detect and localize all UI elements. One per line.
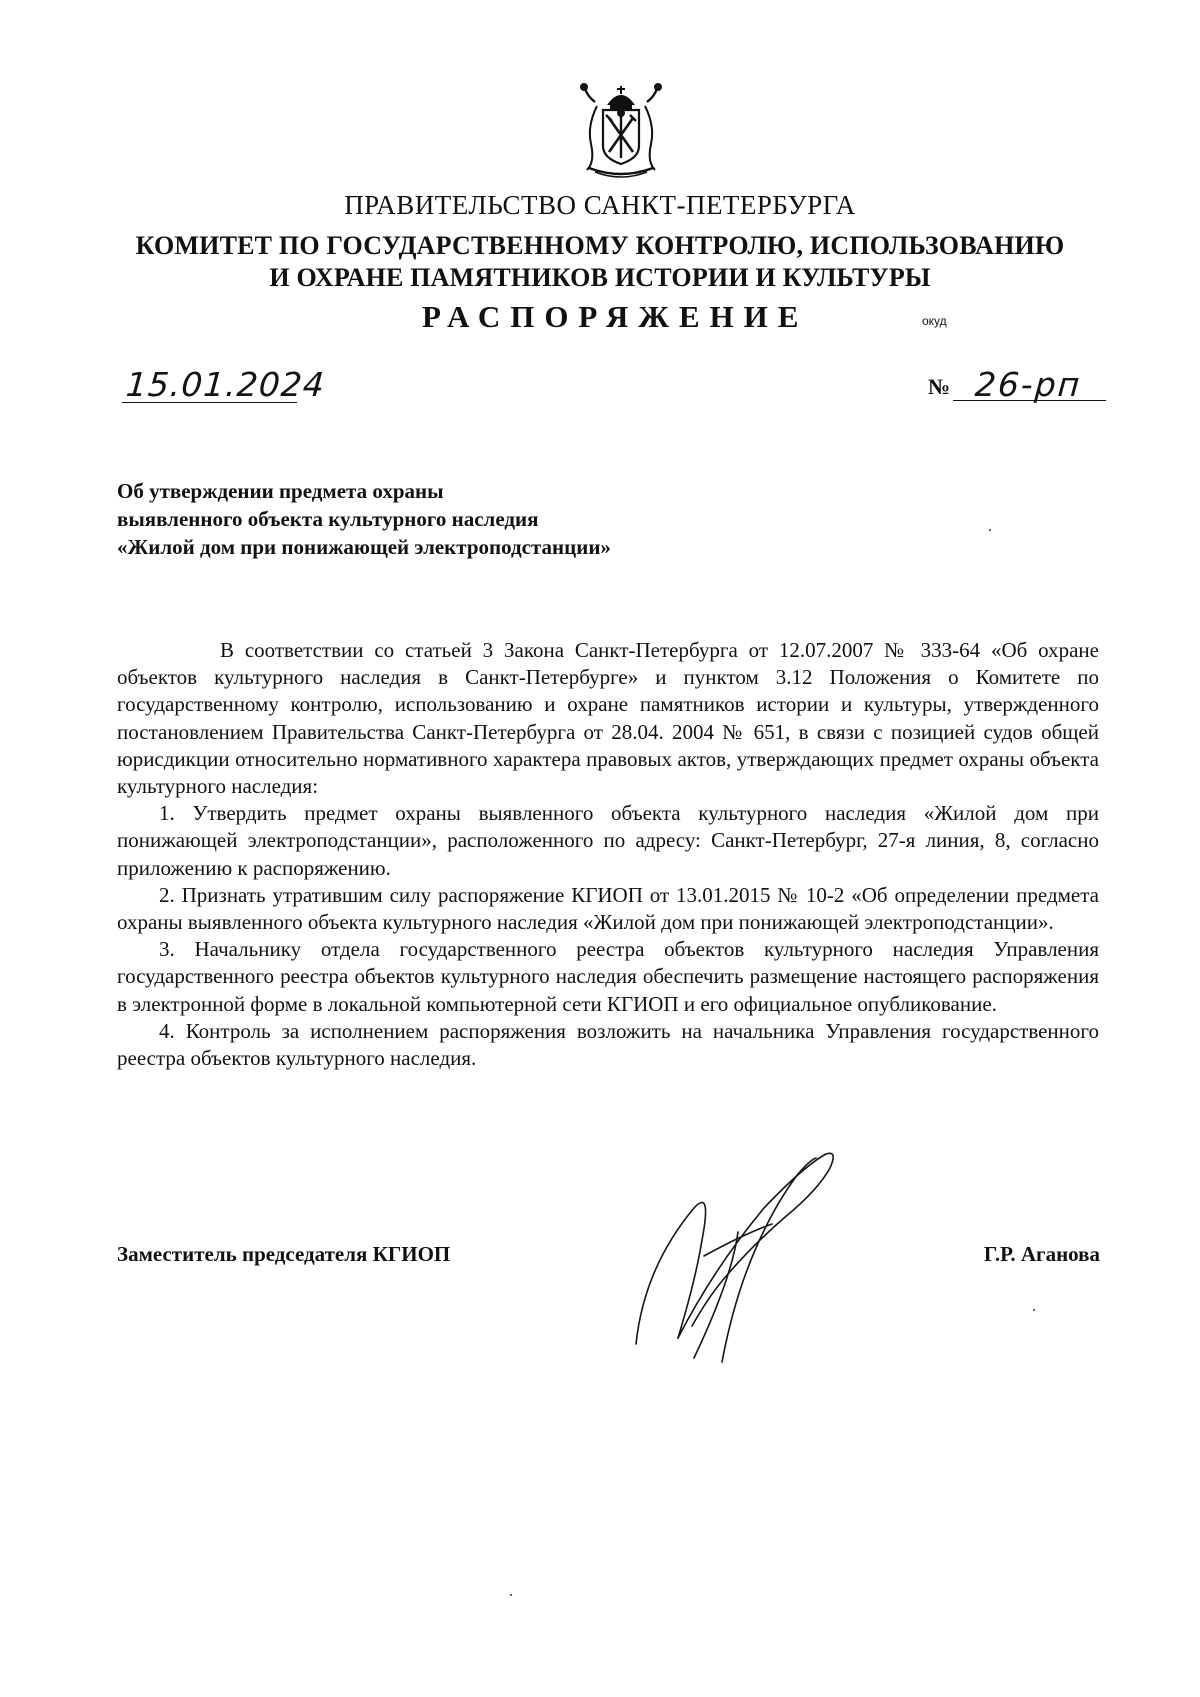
number-sign: № (928, 374, 951, 399)
body-item-4: 4. Контроль за исполнением распоряжения возложить на начальника Управления государственного реестра объектов культурного наследия. (117, 1018, 1099, 1071)
scan-speck (1033, 1309, 1035, 1311)
document-date: 15.01.2024 (124, 365, 327, 404)
subject-line-1: Об утверждении предмета охраны (117, 479, 444, 503)
government-name: ПРАВИТЕЛЬСТВО САНКТ-ПЕТЕРБУРГА (344, 190, 856, 220)
scan-speck (989, 529, 991, 531)
document-date-field (122, 356, 327, 404)
document-number: 26-рп (973, 365, 1083, 404)
okud-label: окуд (922, 314, 947, 328)
body-item-2: 2. Признать утратившим силу распоряжение КГИОП от 13.01.2015 № 10-2 «Об определении предмета охраны выявленного объекта культурного наследия «Жилой дом при понижающей электроподстанции». (117, 882, 1099, 935)
subject-line-2: выявленного объекта культурного наследия (117, 507, 539, 531)
signer-name: Г.Р. Аганова (983, 1242, 1100, 1266)
committee-name-line-2: И ОХРАНЕ ПАМЯТНИКОВ ИСТОРИИ И КУЛЬТУРЫ (269, 263, 931, 292)
committee-name-line-1: КОМИТЕТ ПО ГОСУДАРСТВЕННОМУ КОНТРОЛЮ, ИСПОЛЬЗОВАНИЮ (135, 231, 1065, 260)
document-subject (117, 477, 611, 561)
scan-speck (510, 1594, 512, 1596)
document-type-title: РАСПОРЯЖЕНИЕ (422, 299, 809, 334)
subject-line-3: «Жилой дом при понижающей электроподстанции» (117, 535, 611, 559)
coat-of-arms-icon (573, 82, 669, 182)
document-number-field (953, 356, 1106, 404)
body-item-3: 3. Начальнику отдела государственного реестра объектов культурного наследия Управления государственного реестра объектов культурного наследия обеспечить размещение настоящего распоряжения в электронной форме в локальной компьютерной сети КГИОП и его официальное опубликование. (117, 937, 1099, 1016)
body-item-1: 1. Утвердить предмет охраны выявленного объекта культурного наследия «Жилой дом при понижающей электроподстанции», расположенного по адресу: Санкт-Петербург, 27-я линия, 8, согласно приложению к распоряжению. (117, 801, 1099, 880)
body-intro-paragraph: В соответствии со статьей 3 Закона Санкт-Петербурга от 12.07.2007 № 333-64 «Об охране объектов культурного наследия в Санкт-Петербурге» и пунктом 3.12 Положения о Комитете по государственному контролю, использованию и охране памятников истории и культуры, утвержденного постановлением Правительства Санкт-Петербурга от 28.04. 2004 № 651, в связи с позицией судов общей юрисдикции относительно нормативного характера правовых актов, утверждающих предмет охраны объекта культурного наследия: (117, 638, 1099, 799)
handwritten-signature (634, 1148, 864, 1363)
document-body (117, 637, 1099, 1072)
signer-position: Заместитель председателя КГИОП (117, 1242, 451, 1266)
